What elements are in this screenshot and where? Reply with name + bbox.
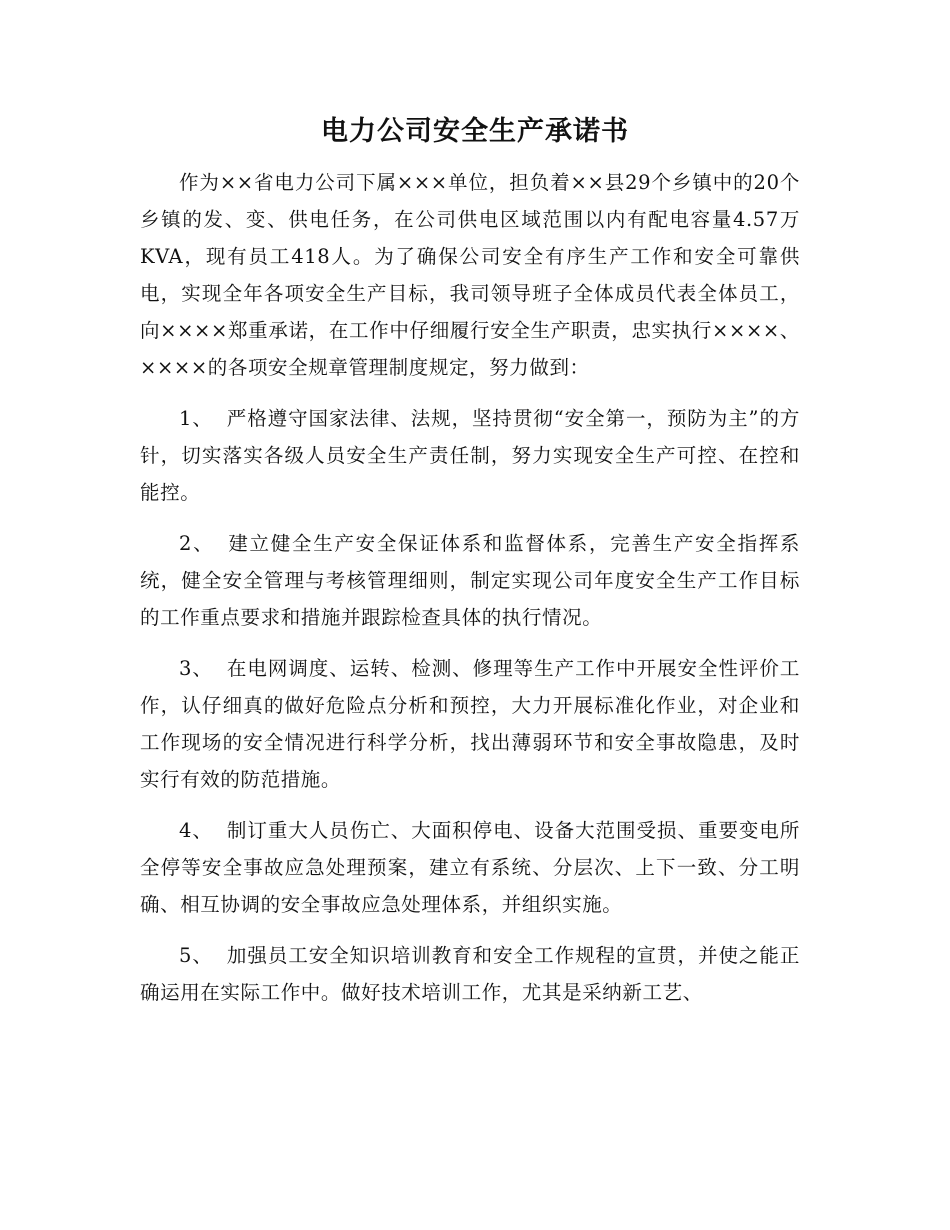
item-text: 加强员工安全知识培训教育和安全工作规程的宣贯，并使之能正确运用在实际工作中。做好技术培训工作，尤其是采纳新工艺、 [140, 944, 800, 1004]
item-text: 在电网调度、运转、检测、修理等生产工作中开展安全性评价工作，认仔细真的做好危险点分析和预控，大力开展标准化作业，对企业和工作现场的安全情况进行科学分析，找出薄弱环节和安全事故隐患，及时实行有效的防范措施。 [140, 657, 800, 791]
intro-paragraph: 作为××省电力公司下属×××单位，担负着××县29个乡镇中的20个乡镇的发、变、供电任务，在公司供电区域范围以内有配电容量4.57万KVA，现有员工418人。为了确保公司安全有序生产工作和安全可靠供电，实现全年各项安全生产目标，我司领导班子全体成员代表全体员工，向××××郑重承诺，在工作中仔细履行安全生产职责，忠实执行××××、××××的各项安全规章管理制度规定，努力做到： [140, 171, 800, 379]
item-number: 5、 [179, 944, 213, 967]
commitment-item-5 [140, 937, 800, 1011]
item-text: 严格遵守国家法律、法规，坚持贯彻“安全第一，预防为主”的方针，切实落实各级人员安全生产责任制，努力实现安全生产可控、在控和能控。 [140, 407, 800, 504]
commitment-item-1 [140, 400, 800, 511]
document-title: 电力公司安全生产承诺书 [321, 116, 629, 147]
item-number: 1、 [179, 407, 213, 430]
document-body [140, 164, 800, 1025]
commitment-item-4 [140, 812, 800, 923]
item-number: 2、 [179, 532, 215, 555]
commitment-item-3 [140, 650, 800, 798]
item-number: 4、 [179, 819, 213, 842]
item-number: 3、 [179, 657, 213, 680]
commitment-item-2 [140, 525, 800, 636]
item-text: 建立健全生产安全保证体系和监督体系，完善生产安全指挥系统，健全安全管理与考核管理细则，制定实现公司年度安全生产工作目标的工作重点要求和措施并跟踪检查具体的执行情况。 [140, 532, 801, 629]
item-text: 制订重大人员伤亡、大面积停电、设备大范围受损、重要变电所全停等安全事故应急处理预案，建立有系统、分层次、上下一致、分工明确、相互协调的安全事故应急处理体系，并组织实施。 [140, 819, 800, 916]
